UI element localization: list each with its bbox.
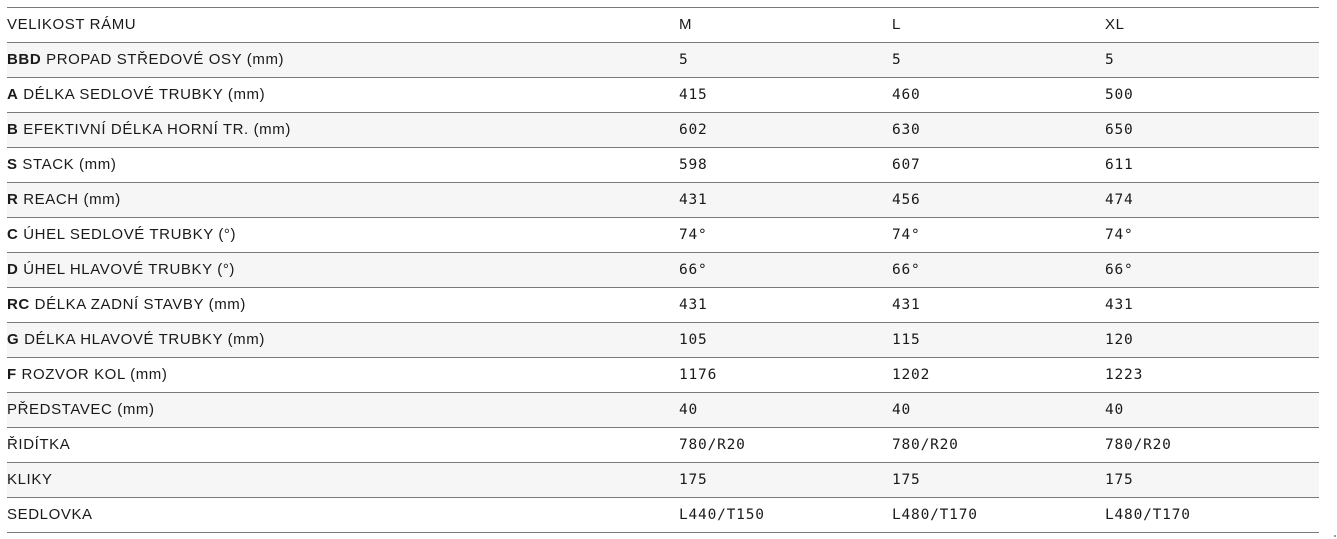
- value-size-xl: 500: [1105, 78, 1319, 113]
- value-size-l: 607: [892, 148, 1105, 183]
- row-label-text: ÚHEL SEDLOVÉ TRUBKY (°): [23, 226, 237, 243]
- row-label: [7, 253, 679, 288]
- value-size-l: 630: [892, 113, 1105, 148]
- row-label: [7, 323, 679, 358]
- geometry-table: [7, 7, 1319, 533]
- table-row: [7, 498, 1319, 533]
- row-code: S: [7, 156, 18, 173]
- row-label-text: DÉLKA HLAVOVÉ TRUBKY (mm): [24, 331, 265, 348]
- value-size-m: 602: [679, 113, 892, 148]
- row-code: BBD: [7, 51, 42, 68]
- row-code: A: [7, 86, 19, 103]
- value-size-l: 1202: [892, 358, 1105, 393]
- value-size-l: 780/R20: [892, 428, 1105, 463]
- value-size-xl: 74°: [1105, 218, 1319, 253]
- row-label: [7, 183, 679, 218]
- table-row: [7, 323, 1319, 358]
- value-size-m: 105: [679, 323, 892, 358]
- value-size-xl: 1223: [1105, 358, 1319, 393]
- size-m-header: M: [679, 8, 892, 43]
- header-row: [7, 8, 1319, 43]
- row-code: D: [7, 261, 19, 278]
- value-size-l: 66°: [892, 253, 1105, 288]
- size-xl-header: XL: [1105, 8, 1319, 43]
- value-size-l: 40: [892, 393, 1105, 428]
- row-label: [7, 288, 679, 323]
- row-label-text: SEDLOVKA: [7, 506, 93, 523]
- value-size-l: 431: [892, 288, 1105, 323]
- value-size-l: 175: [892, 463, 1105, 498]
- row-label-text: DÉLKA ZADNÍ STAVBY (mm): [34, 296, 246, 313]
- row-label: [7, 498, 679, 533]
- value-size-xl: L480/T170: [1105, 498, 1319, 533]
- row-label-text: STACK (mm): [22, 156, 117, 173]
- value-size-xl: 474: [1105, 183, 1319, 218]
- row-code: R: [7, 191, 19, 208]
- row-code: C: [7, 226, 19, 243]
- row-code: G: [7, 331, 20, 348]
- table-row: [7, 428, 1319, 463]
- value-size-m: 431: [679, 183, 892, 218]
- row-label: [7, 78, 679, 113]
- row-label: [7, 218, 679, 253]
- row-label-text: PROPAD STŘEDOVÉ OSY (mm): [46, 51, 285, 68]
- value-size-m: 598: [679, 148, 892, 183]
- row-label: [7, 113, 679, 148]
- value-size-xl: 40: [1105, 393, 1319, 428]
- value-size-xl: 120: [1105, 323, 1319, 358]
- row-label-text: DÉLKA SEDLOVÉ TRUBKY (mm): [23, 86, 266, 103]
- row-label: [7, 43, 679, 78]
- table-row: [7, 253, 1319, 288]
- value-size-m: 780/R20: [679, 428, 892, 463]
- value-size-m: 431: [679, 288, 892, 323]
- size-l-header: L: [892, 8, 1105, 43]
- row-label: [7, 393, 679, 428]
- row-label-text: ÚHEL HLAVOVÉ TRUBKY (°): [23, 261, 236, 278]
- row-code: B: [7, 121, 19, 138]
- row-code: F: [7, 366, 17, 383]
- table-row: [7, 288, 1319, 323]
- value-size-l: L480/T170: [892, 498, 1105, 533]
- value-size-m: 415: [679, 78, 892, 113]
- row-label-text: ROZVOR KOL (mm): [21, 366, 168, 383]
- row-label-text: ŘIDÍTKA: [7, 436, 71, 453]
- value-size-l: 115: [892, 323, 1105, 358]
- table-row: [7, 358, 1319, 393]
- value-size-m: L440/T150: [679, 498, 892, 533]
- value-size-m: 66°: [679, 253, 892, 288]
- value-size-xl: 650: [1105, 113, 1319, 148]
- value-size-xl: 431: [1105, 288, 1319, 323]
- table-row: [7, 393, 1319, 428]
- row-label-text: REACH (mm): [23, 191, 121, 208]
- table-row: [7, 113, 1319, 148]
- value-size-m: 1176: [679, 358, 892, 393]
- header-label: VELIKOST RÁMU: [7, 8, 679, 43]
- table-row: [7, 148, 1319, 183]
- value-size-m: 5: [679, 43, 892, 78]
- row-label: [7, 148, 679, 183]
- row-label: [7, 358, 679, 393]
- table-row: [7, 183, 1319, 218]
- table-row: [7, 463, 1319, 498]
- value-size-m: 40: [679, 393, 892, 428]
- row-code: RC: [7, 296, 30, 313]
- row-label: [7, 463, 679, 498]
- value-size-xl: 611: [1105, 148, 1319, 183]
- row-label-text: EFEKTIVNÍ DÉLKA HORNÍ TR. (mm): [23, 121, 291, 138]
- value-size-l: 5: [892, 43, 1105, 78]
- value-size-m: 74°: [679, 218, 892, 253]
- value-size-xl: 780/R20: [1105, 428, 1319, 463]
- value-size-m: 175: [679, 463, 892, 498]
- corner-dot: [1334, 535, 1336, 537]
- table-row: [7, 43, 1319, 78]
- table-row: [7, 78, 1319, 113]
- row-label-text: PŘEDSTAVEC (mm): [7, 401, 155, 418]
- value-size-l: 456: [892, 183, 1105, 218]
- table-row: [7, 218, 1319, 253]
- row-label: [7, 428, 679, 463]
- value-size-xl: 5: [1105, 43, 1319, 78]
- value-size-l: 460: [892, 78, 1105, 113]
- value-size-xl: 66°: [1105, 253, 1319, 288]
- value-size-xl: 175: [1105, 463, 1319, 498]
- value-size-l: 74°: [892, 218, 1105, 253]
- row-label-text: KLIKY: [7, 471, 53, 488]
